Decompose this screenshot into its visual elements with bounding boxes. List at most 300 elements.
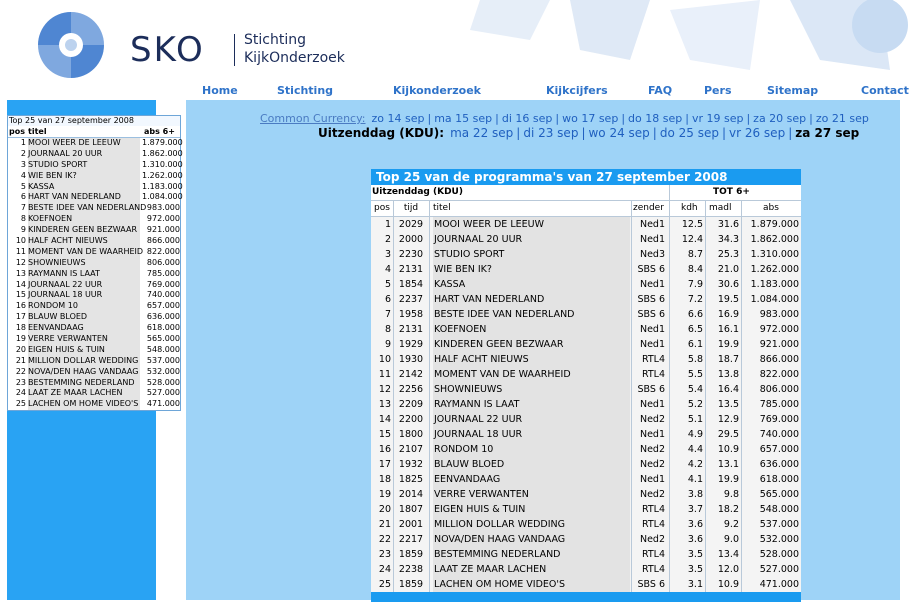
common-currency-days: Common Currency: zo 14 sep | ma 15 sep | di 16 sep | wo 17 sep | do 18 sep | vr 19 sep | za 20 sep | zo 21 sep (260, 112, 869, 125)
cell-zender: RTL4 (641, 354, 665, 365)
mini-pos: 11 (15, 246, 26, 256)
kdu-day-link[interactable]: vr 26 sep (729, 126, 786, 140)
cell-pos: 19 (378, 489, 391, 500)
cell-tijd: 2237 (398, 294, 424, 305)
cell-kdh: 4.4 (687, 444, 703, 455)
mini-abs: 1.183.000 (142, 181, 183, 191)
mini-list-item[interactable] (8, 214, 180, 225)
kdu-current-day: za 27 sep (795, 126, 860, 140)
table-row[interactable] (371, 262, 801, 277)
table-row[interactable] (371, 307, 801, 322)
mini-pos: 13 (15, 268, 26, 278)
mini-list-item[interactable] (8, 290, 180, 301)
cell-titel: JOURNAAL 18 UUR (433, 427, 630, 442)
cell-abs: 471.000 (759, 579, 799, 590)
cell-titel: EIGEN HUIS & TUIN (433, 502, 630, 517)
cell-kdh: 8.4 (687, 264, 703, 275)
mini-titel: NOVA/DEN HAAG VANDAAG (28, 366, 139, 376)
nav-kijkonderzoek[interactable]: Kijkonderzoek (393, 84, 481, 97)
cell-zender: Ned2 (639, 414, 665, 425)
cell-tijd: 2131 (398, 264, 424, 275)
mini-abs: 806.000 (146, 257, 180, 267)
cell-zender: Ned1 (639, 429, 665, 440)
cell-zender: Ned2 (639, 444, 665, 455)
nav-home[interactable]: Home (202, 84, 238, 97)
table-row[interactable] (371, 232, 801, 247)
cell-tijd: 1932 (398, 459, 424, 470)
mini-list-item[interactable] (8, 301, 180, 312)
mini-pos: 23 (15, 377, 26, 387)
mini-abs: 1.262.000 (142, 170, 183, 180)
cell-tijd: 1825 (398, 474, 424, 485)
currency-day-link[interactable]: wo 17 sep (562, 112, 619, 125)
mini-titel: WIE BEN IK? (28, 171, 140, 182)
kdu-day-link[interactable]: ma 22 sep (450, 126, 514, 140)
table-row[interactable] (371, 487, 801, 502)
cell-pos: 20 (378, 504, 391, 515)
cell-zender: RTL4 (641, 519, 665, 530)
cell-tijd: 1854 (398, 279, 424, 290)
nav-faq[interactable]: FAQ (648, 84, 673, 97)
mini-titel: JOURNAAL 18 UUR (28, 290, 140, 301)
currency-day-link[interactable]: di 16 sep (501, 112, 553, 125)
cell-kdh: 3.1 (687, 579, 703, 590)
mini-titel: EIGEN HUIS & TUIN (28, 345, 140, 356)
mini-pos: 1 (20, 138, 26, 147)
cell-pos: 25 (378, 579, 391, 590)
cell-zender: RTL4 (641, 504, 665, 515)
cell-abs: 983.000 (759, 309, 799, 320)
mini-list-item[interactable] (8, 203, 180, 214)
mini-list-item[interactable] (8, 269, 180, 280)
currency-day-link[interactable]: zo 21 sep (815, 112, 869, 125)
mini-list-item[interactable] (8, 170, 183, 182)
cell-abs: 1.084.000 (750, 294, 799, 305)
cell-pos: 17 (378, 459, 391, 470)
top25-table-column-header (371, 201, 801, 217)
cell-kdh: 5.2 (687, 399, 703, 410)
cell-abs: 866.000 (759, 354, 799, 365)
cell-madl: 16.4 (717, 384, 739, 395)
cell-tijd: 2131 (398, 324, 424, 335)
cell-titel: LAAT ZE MAAR LACHEN (433, 562, 630, 577)
mini-list-item[interactable] (8, 367, 180, 378)
mini-col-title: titel (28, 127, 47, 136)
cell-zender: RTL4 (641, 549, 665, 560)
cell-zender: SBS 6 (637, 384, 665, 395)
mini-titel: SHOWNIEUWS (28, 258, 140, 269)
cell-titel: HART VAN NEDERLAND (433, 292, 630, 307)
header-decoration (460, 0, 900, 84)
cell-titel: RONDOM 10 (433, 442, 630, 457)
mini-list-item[interactable] (8, 258, 180, 269)
org-name-line1: Stichting (244, 32, 306, 48)
mini-abs: 866.000 (146, 236, 180, 246)
top25-table-title: Top 25 van de programma's van 27 september 2008 (371, 169, 801, 185)
mini-pos: 12 (15, 257, 26, 267)
cell-madl: 16.9 (717, 309, 739, 320)
mini-titel: MOOI WEER DE LEEUW (28, 138, 140, 149)
cell-zender: RTL4 (641, 369, 665, 380)
mini-pos: 22 (15, 366, 26, 376)
table-row[interactable] (371, 352, 801, 367)
mini-list-item[interactable] (8, 378, 180, 389)
mini-titel: STUDIO SPORT (28, 160, 140, 171)
nav-sitemap[interactable]: Sitemap (767, 84, 819, 97)
cell-titel: BESTE IDEE VAN NEDERLAND (433, 307, 630, 322)
cell-madl: 18.7 (717, 354, 739, 365)
cell-madl: 19.9 (717, 339, 739, 350)
mini-col-pos: pos (9, 127, 25, 136)
table-row[interactable] (371, 457, 801, 472)
cell-abs: 806.000 (759, 384, 799, 395)
cell-zender: SBS 6 (637, 309, 665, 320)
cell-titel: HALF ACHT NIEUWS (433, 352, 630, 367)
cell-titel: KASSA (433, 277, 630, 292)
mini-titel: KINDEREN GEEN BEZWAAR (28, 225, 140, 236)
cell-titel: EENVANDAAG (433, 472, 630, 487)
cell-kdh: 5.4 (687, 384, 703, 395)
table-row[interactable] (371, 532, 801, 547)
table-row[interactable] (371, 322, 801, 337)
cell-titel: VERRE VERWANTEN (433, 487, 630, 502)
table-row[interactable] (371, 397, 801, 412)
table-row[interactable] (371, 517, 801, 532)
cell-kdh: 7.2 (687, 294, 703, 305)
mini-pos: 16 (15, 301, 26, 311)
cell-pos: 24 (378, 564, 391, 575)
org-name-line2: KijkOnderzoek (244, 50, 345, 66)
cell-madl: 13.1 (717, 459, 739, 470)
cell-abs: 537.000 (759, 519, 799, 530)
table-row[interactable] (371, 472, 801, 487)
mini-titel: KASSA (28, 182, 140, 193)
cell-tijd: 2256 (398, 384, 424, 395)
mini-titel: EENVANDAAG (28, 323, 140, 334)
cell-titel: MOMENT VAN DE WAARHEID (433, 367, 630, 382)
cell-abs: 1.879.000 (750, 219, 799, 230)
cell-kdh: 6.6 (687, 309, 703, 320)
cell-pos: 14 (378, 414, 391, 425)
cell-madl: 19.5 (717, 294, 739, 305)
mini-titel: BESTE IDEE VAN NEDERLAND (28, 203, 147, 213)
cell-titel: MILLION DOLLAR WEDDING (433, 517, 630, 532)
cell-zender: Ned2 (639, 534, 665, 545)
mini-abs: 1.310.000 (142, 159, 183, 169)
mini-abs: 657.000 (146, 301, 180, 311)
mini-pos: 21 (15, 355, 26, 365)
mini-list-item[interactable] (8, 323, 180, 334)
mini-titel: RAYMANN IS LAAT (28, 269, 140, 280)
cell-zender: Ned1 (639, 279, 665, 290)
mini-list-item[interactable] (8, 247, 180, 258)
mini-pos: 18 (15, 323, 26, 333)
mini-pos: 24 (15, 388, 26, 398)
mini-list-item[interactable] (8, 345, 180, 356)
mini-titel: LAAT ZE MAAR LACHEN (28, 388, 140, 399)
cell-tijd: 2209 (398, 399, 424, 410)
cell-tijd: 1859 (398, 579, 424, 590)
cell-abs: 921.000 (759, 339, 799, 350)
cell-madl: 12.0 (717, 564, 739, 575)
table-row[interactable] (371, 427, 801, 442)
col-abs: abs (763, 203, 779, 213)
mini-titel: HALF ACHT NIEUWS (28, 236, 140, 247)
cell-abs: 532.000 (759, 534, 799, 545)
cell-madl: 13.5 (717, 399, 739, 410)
cell-tijd: 2200 (398, 414, 424, 425)
cell-titel: KOEFNOEN (433, 322, 630, 337)
cell-kdh: 5.8 (687, 354, 703, 365)
cell-madl: 9.0 (723, 534, 739, 545)
mini-abs: 769.000 (146, 279, 180, 289)
currency-day-link[interactable]: zo 14 sep (371, 112, 425, 125)
mini-titel: HART VAN NEDERLAND (28, 192, 140, 203)
mini-list-item[interactable] (8, 356, 180, 367)
cell-abs: 657.000 (759, 444, 799, 455)
top25-table-body (371, 217, 801, 592)
cell-madl: 12.9 (717, 414, 739, 425)
cell-pos: 18 (378, 474, 391, 485)
cell-zender: RTL4 (641, 564, 665, 575)
cell-madl: 31.6 (717, 219, 739, 230)
mini-list-item[interactable] (8, 192, 183, 203)
mini-abs: 1.879.000 (142, 138, 183, 147)
cell-zender: Ned1 (639, 399, 665, 410)
cell-pos: 6 (384, 294, 391, 305)
cell-pos: 4 (384, 264, 391, 275)
mini-abs: 1.084.000 (142, 192, 183, 202)
mini-titel: JOURNAAL 20 UUR (28, 149, 140, 160)
kdu-label: Uitzenddag (KDU): (318, 126, 445, 140)
col-titel: titel (433, 203, 451, 213)
mini-list-item[interactable] (8, 148, 183, 160)
cell-tijd: 2014 (398, 489, 424, 500)
cell-titel: JOURNAAL 22 UUR (433, 412, 630, 427)
cell-abs: 1.183.000 (750, 279, 799, 290)
cell-kdh: 8.7 (687, 249, 703, 260)
cell-kdh: 6.1 (687, 339, 703, 350)
mini-abs: 565.000 (146, 334, 180, 344)
cell-abs: 565.000 (759, 489, 799, 500)
mini-list-item[interactable] (8, 388, 180, 399)
mini-list-item[interactable] (8, 280, 180, 291)
cell-zender: SBS 6 (637, 294, 665, 305)
site-header (0, 0, 909, 100)
currency-day-link[interactable]: ma 15 sep (434, 112, 493, 125)
cell-titel: BESTEMMING NEDERLAND (433, 547, 630, 562)
mini-list-item[interactable] (8, 159, 183, 171)
cell-abs: 1.862.000 (750, 234, 799, 245)
cell-kdh: 3.6 (687, 519, 703, 530)
cell-titel: STUDIO SPORT (433, 247, 630, 262)
mini-pos: 25 (15, 399, 26, 409)
cell-zender: Ned3 (639, 249, 665, 260)
mini-pos: 17 (15, 312, 26, 322)
currency-day-link[interactable]: do 18 sep (628, 112, 683, 125)
cell-tijd: 2217 (398, 534, 424, 545)
mini-pos: 19 (15, 334, 26, 344)
cell-abs: 527.000 (759, 564, 799, 575)
group-label: Uitzenddag (KDU) (372, 187, 463, 197)
table-row[interactable] (371, 247, 801, 262)
mini-list-item[interactable] (8, 225, 180, 236)
table-row[interactable] (371, 292, 801, 307)
mini-abs: 532.000 (146, 366, 180, 376)
cell-madl: 13.8 (717, 369, 739, 380)
mini-pos: 15 (15, 290, 26, 300)
cell-madl: 16.1 (717, 324, 739, 335)
table-row[interactable] (371, 577, 801, 592)
table-row[interactable] (371, 217, 801, 232)
cell-zender: SBS 6 (637, 264, 665, 275)
mini-titel: JOURNAAL 22 UUR (28, 280, 140, 291)
cell-pos: 2 (384, 234, 391, 245)
col-madl: madl (709, 203, 732, 213)
cell-kdh: 3.5 (687, 564, 703, 575)
kdu-day-link[interactable]: do 25 sep (659, 126, 719, 140)
cell-abs: 618.000 (759, 474, 799, 485)
mini-titel: BESTEMMING NEDERLAND (28, 378, 140, 389)
cell-abs: 769.000 (759, 414, 799, 425)
mini-abs: 548.000 (146, 344, 180, 354)
mini-abs: 972.000 (146, 214, 180, 224)
cell-tijd: 2029 (398, 219, 424, 230)
cell-tijd: 1859 (398, 549, 424, 560)
table-row[interactable] (371, 442, 801, 457)
group-target: TOT 6+ (713, 187, 750, 197)
table-row[interactable] (371, 502, 801, 517)
cell-tijd: 2000 (398, 234, 424, 245)
mini-list-item[interactable] (8, 236, 180, 247)
cell-pos: 23 (378, 549, 391, 560)
cell-abs: 822.000 (759, 369, 799, 380)
mini-titel: VERRE VERWANTEN (28, 334, 140, 345)
mini-pos: 6 (20, 192, 26, 202)
mini-list-item[interactable] (8, 399, 180, 410)
nav-kijkcijfers[interactable]: Kijkcijfers (546, 84, 608, 97)
cell-kdh: 4.9 (687, 429, 703, 440)
table-row[interactable] (371, 547, 801, 562)
cell-pos: 10 (378, 354, 391, 365)
table-row[interactable] (371, 562, 801, 577)
cell-pos: 8 (384, 324, 391, 335)
mini-col-abs: abs 6+ (144, 127, 175, 136)
currency-day-link[interactable]: za 20 sep (753, 112, 807, 125)
cell-kdh: 3.6 (687, 534, 703, 545)
mini-list-item[interactable] (8, 138, 183, 149)
mini-pos: 7 (20, 203, 26, 213)
mini-list-item[interactable] (8, 334, 180, 345)
mini-abs: 921.000 (146, 225, 180, 235)
cell-kdh: 4.1 (687, 474, 703, 485)
cell-pos: 15 (378, 429, 391, 440)
cell-titel: MOOI WEER DE LEEUW (433, 217, 630, 232)
common-currency-label: Common Currency: (260, 112, 366, 125)
cell-kdh: 3.7 (687, 504, 703, 515)
mini-pos: 2 (20, 148, 26, 158)
cell-pos: 5 (384, 279, 391, 290)
cell-pos: 16 (378, 444, 391, 455)
cell-kdh: 6.5 (687, 324, 703, 335)
mini-top25-title: Top 25 van 27 september 2008 (8, 116, 180, 126)
currency-day-link[interactable]: vr 19 sep (691, 112, 744, 125)
mini-abs: 618.000 (146, 323, 180, 333)
cell-abs: 528.000 (759, 549, 799, 560)
nav-pers[interactable]: Pers (704, 84, 732, 97)
cell-madl: 29.5 (717, 429, 739, 440)
mini-pos: 9 (20, 225, 26, 235)
table-row[interactable] (371, 412, 801, 427)
cell-abs: 740.000 (759, 429, 799, 440)
mini-titel: KOEFNOEN (28, 214, 140, 225)
main-nav (0, 84, 909, 100)
cell-titel: LACHEN OM HOME VIDEO'S (433, 577, 630, 592)
cell-kdh: 12.5 (681, 219, 703, 230)
mini-pos: 4 (20, 170, 26, 180)
cell-tijd: 1930 (398, 354, 424, 365)
mini-top25-box (7, 115, 181, 411)
cell-madl: 10.9 (717, 579, 739, 590)
mini-pos: 14 (15, 279, 26, 289)
mini-titel: LACHEN OM HOME VIDEO'S (28, 399, 139, 409)
mini-list-item[interactable] (8, 312, 180, 323)
cell-titel: NOVA/DEN HAAG VANDAAG (433, 532, 630, 547)
cell-kdh: 4.2 (687, 459, 703, 470)
cell-madl: 34.3 (717, 234, 739, 245)
mini-abs: 983.000 (146, 203, 180, 213)
cell-kdh: 5.5 (687, 369, 703, 380)
cell-madl: 9.2 (723, 519, 739, 530)
mini-pos: 5 (20, 181, 26, 191)
cell-madl: 9.8 (723, 489, 739, 500)
cell-madl: 25.3 (717, 249, 739, 260)
cell-titel: BLAUW BLOED (433, 457, 630, 472)
mini-abs: 528.000 (146, 377, 180, 387)
cell-titel: KINDEREN GEEN BEZWAAR (433, 337, 630, 352)
cell-zender: Ned1 (639, 324, 665, 335)
cell-zender: Ned1 (639, 474, 665, 485)
cell-pos: 21 (378, 519, 391, 530)
mini-titel: MOMENT VAN DE WAARHEID (28, 246, 144, 256)
cell-pos: 3 (384, 249, 391, 260)
mini-pos: 3 (20, 159, 26, 169)
cell-kdh: 5.1 (687, 414, 703, 425)
col-kdh: kdh (681, 203, 698, 213)
table-row[interactable] (371, 277, 801, 292)
logo-wordmark[interactable]: SKO (130, 30, 205, 70)
top25-table-group-header (371, 185, 801, 201)
cell-tijd: 1800 (398, 429, 424, 440)
cell-zender: Ned1 (639, 219, 665, 230)
logo-divider (234, 34, 235, 66)
cell-pos: 12 (378, 384, 391, 395)
table-row[interactable] (371, 337, 801, 352)
mini-titel: RONDOM 10 (28, 301, 140, 312)
table-row[interactable] (371, 367, 801, 382)
cell-zender: SBS 6 (637, 579, 665, 590)
nav-contact[interactable]: Contact (861, 84, 909, 97)
kdu-day-link[interactable]: wo 24 sep (588, 126, 650, 140)
nav-stichting[interactable]: Stichting (277, 84, 334, 97)
cell-abs: 548.000 (759, 504, 799, 515)
kdu-day-link[interactable]: di 23 sep (523, 126, 579, 140)
cell-titel: RAYMANN IS LAAT (433, 397, 630, 412)
table-row[interactable] (371, 382, 801, 397)
cell-tijd: 1807 (398, 504, 424, 515)
mini-list-item[interactable] (8, 181, 183, 193)
cell-pos: 9 (384, 339, 391, 350)
